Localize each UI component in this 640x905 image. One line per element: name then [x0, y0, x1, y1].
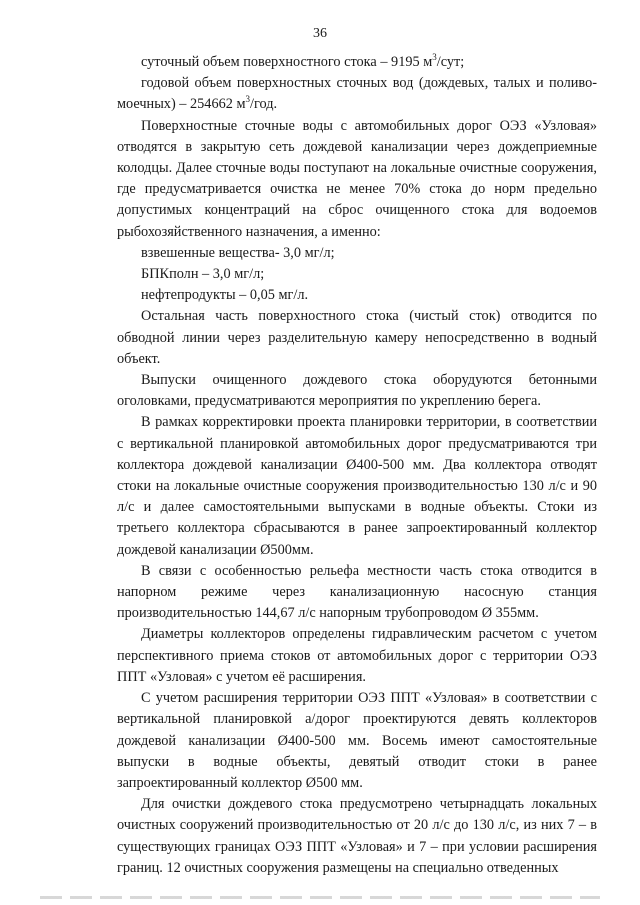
paragraph: Остальная часть поверхностного стока (чистый сток) отводится по обводной линии через разделительную камеру непосредственно в водный объект.: [117, 308, 597, 367]
paragraph: годовой объем поверхностных сточных вод (дождевых, талых и поливо-моечных) – 254662 $м^3$/год.: [117, 75, 597, 113]
page-number: 36: [313, 26, 327, 41]
paragraph: суточный объем поверхностного стока – 9195 $м^3$/сут;: [141, 52, 465, 70]
paragraph: С учетом расширения территории ОЭЗ ППТ «Узловая» в соответствии с вертикальной планировкой а/дорог проектируются девять коллекторов дождевой канализации Ø400-500 мм. Восемь имеют самостоятельные выпуски в водные объекты, девятый отводит стоки в ранее запроектированный коллектор Ø500 мм.: [117, 690, 597, 791]
paragraph: Для очистки дождевого стока предусмотрено четырнадцать локальных очистных сооружений производительностью от 20 л/с до 130 л/с, из них 7 – в существующих границах ОЭЗ ППТ «Узловая» и 7 – при условии расширения границ. 12 очистных сооружения размещены на специально отведенных: [117, 796, 597, 876]
list-item: нефтепродукты – 0,05 мг/л.: [141, 287, 309, 304]
document-body: [117, 52, 597, 879]
list-item: взвешенные вещества- 3,0 мг/л;: [141, 244, 335, 261]
paragraph: Диаметры коллекторов определены гидравлическим расчетом с учетом перспективного приема стоков от автомобильных дорог с территории ОЭЗ ППТ «Узловая» с учетом её расширения.: [117, 626, 597, 685]
paragraph: Выпуски очищенного дождевого стока оборудуются бетонными оголовками, предусматриваются мероприятия по укреплению берега.: [117, 372, 597, 410]
paragraph: В связи с особенностью рельефа местности часть стока отводится в напорном режиме через канализационную насосную станция производительностью 144,67 л/с напорным трубопроводом Ø 355мм.: [117, 562, 597, 622]
paragraph: В рамках корректировки проекта планировки территории, в соответствии с вертикальной планировкой автомобильных дорог предусматриваются три коллектора дождевой канализации Ø400-500 мм. Два коллектора отводят стоки на локальные очистные сооружения производительностью 130 л/с и 90 л/с и далее самостоятельными выпусками в водные объекты. Стоки из третьего коллектора сбрасываются в ранее запроектированный коллектор дождевой канализации Ø500мм.: [117, 414, 597, 558]
scan-edge-artifact: [40, 896, 600, 899]
list-item: БПКполн – 3,0 мг/л;: [141, 266, 265, 283]
paragraph: Поверхностные сточные воды с автомобильных дорог ОЭЗ «Узловая» отводятся в закрытую сеть дождевой канализации через дождеприемные колодцы. Далее сточные воды поступают на локальные очистные сооружения, где предусматривается очистка не менее 70% стока до норм предельно допустимых концентраций на сброс очищенного стока для водоемов рыбохозяйственного назначения, а именно:: [117, 117, 597, 240]
